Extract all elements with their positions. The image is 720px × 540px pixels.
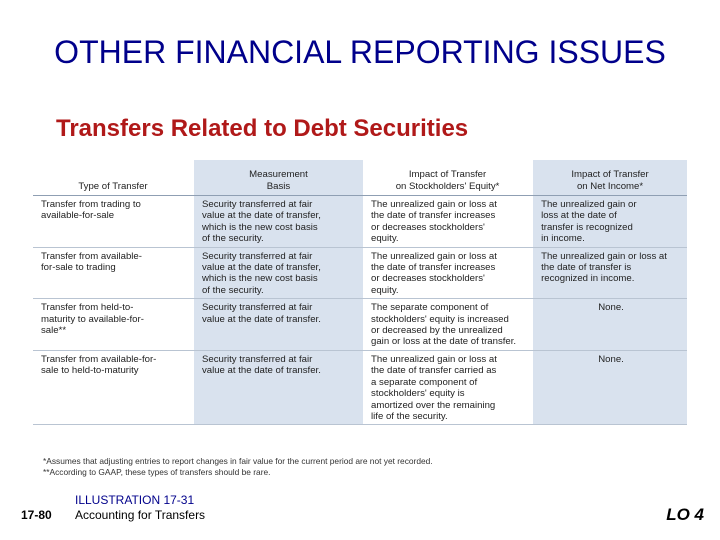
header-impact-equity: Impact of Transfer on Stockholders' Equity* [363, 160, 533, 196]
footnote: *Assumes that adjusting entries to report changes in fair value for the current period are not yet recorded. [43, 456, 433, 466]
illustration-label: ILLUSTRATION 17-31 [75, 493, 195, 507]
table-row [33, 350, 687, 424]
learning-objective-tag: LO 4 [666, 505, 704, 524]
cell-equity-impact: The unrealized gain or loss at the date of transfer increases or decreases stockholders' equity. [363, 196, 533, 248]
table-row [33, 247, 687, 299]
cell-equity-impact: The separate component of stockholders' equity is increased or decreased by the unrealized gain or loss at the date of transfer. [363, 299, 533, 351]
cell-equity-impact: The unrealized gain or loss at the date of transfer carried as a separate component of stockholders' equity is amortized over the remaining life of the security. [363, 350, 533, 424]
cell-income-impact: None. [533, 299, 687, 351]
table-row [33, 299, 687, 351]
illustration-caption [75, 493, 205, 523]
cell-income-impact: None. [533, 350, 687, 424]
cell-measurement: Security transferred at fair value at the date of transfer. [193, 299, 363, 351]
cell-type: Transfer from held-to- maturity to available-for- sale** [33, 299, 193, 351]
cell-income-impact: The unrealized gain or loss at the date of transfer is recognized in income. [533, 247, 687, 299]
footnote: **According to GAAP, these types of transfers should be rare. [43, 467, 271, 477]
table-header-row [33, 160, 687, 196]
header-impact-net-income: Impact of Transfer on Net Income* [533, 160, 687, 196]
transfers-table [33, 160, 687, 425]
table-row [33, 196, 687, 248]
cell-type: Transfer from available-for- sale to held-to-maturity [33, 350, 193, 424]
cell-measurement: Security transferred at fair value at the date of transfer, which is the new cost basis of the security. [193, 247, 363, 299]
illustration-title: Accounting for Transfers [75, 508, 206, 522]
cell-type: Transfer from available- for-sale to trading [33, 247, 193, 299]
cell-equity-impact: The unrealized gain or loss at the date of transfer increases or decreases stockholders' equity. [363, 247, 533, 299]
cell-measurement: Security transferred at fair value at the date of transfer. [193, 350, 363, 424]
cell-measurement: Security transferred at fair value at the date of transfer, which is the new cost basis of the security. [193, 196, 363, 248]
slide-title: OTHER FINANCIAL REPORTING ISSUES [54, 34, 666, 70]
illustration-table-container [33, 160, 687, 450]
cell-income-impact: The unrealized gain or loss at the date of transfer is recognized in income. [533, 196, 687, 248]
cell-type: Transfer from trading to available-for-sale [33, 196, 193, 248]
table-footnotes [43, 456, 683, 478]
slide-number: 17-80 [21, 508, 52, 522]
header-type-of-transfer: Type of Transfer [33, 160, 193, 196]
header-measurement-basis: Measurement Basis [193, 160, 363, 196]
slide-subtitle: Transfers Related to Debt Securities [56, 115, 469, 142]
